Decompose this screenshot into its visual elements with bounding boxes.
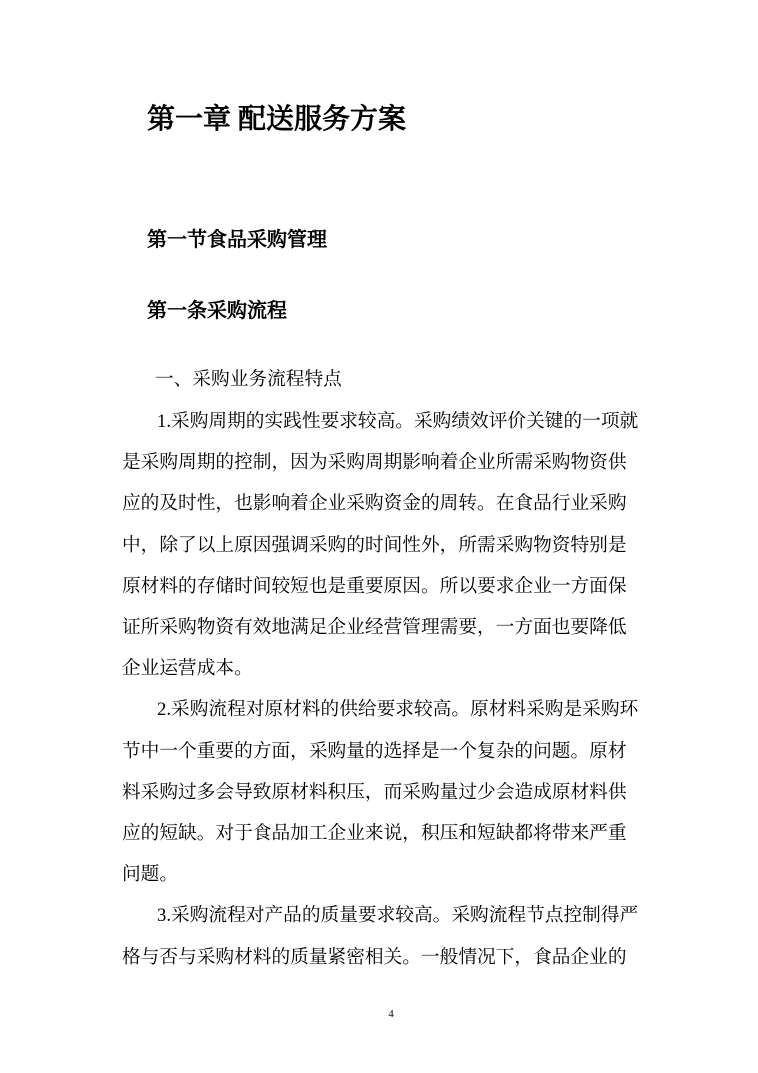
paragraph-line: 是采购周期的控制，因为采购周期影响着企业所需采购物资供: [122, 452, 627, 473]
chapter-title: 第一章 配送服务方案: [147, 104, 407, 135]
paragraph-line: 问题。: [122, 864, 179, 885]
paragraph-line: 证所采购物资有效地满足企业经营管理需要，一方面也要降低: [122, 617, 627, 638]
section-title: 第一节食品采购管理: [147, 229, 327, 251]
paragraph-line: 应的及时性，也影响着企业采购资金的周转。在食品行业采购: [122, 493, 627, 514]
paragraph-line: 格与否与采购材料的质量紧密相关。一般情况下，食品企业的: [122, 947, 627, 968]
page-number: 4: [388, 1008, 394, 1020]
paragraph-line: 原材料的存储时间较短也是重要原因。所以要求企业一方面保: [122, 576, 627, 597]
subheading: 一、采购业务流程特点: [155, 369, 342, 390]
paragraph-line: 企业运营成本。: [122, 658, 253, 679]
paragraph-line: 3.采购流程对产品的质量要求较高。采购流程节点控制得严: [157, 905, 639, 926]
paragraph-line: 应的短缺。对于食品加工企业来说，积压和短缺都将带来严重: [122, 823, 627, 844]
paragraph-line: 1.采购周期的实践性要求较高。采购绩效评价关键的一项就: [157, 411, 639, 432]
paragraph-line: 节中一个重要的方面，采购量的选择是一个复杂的问题。原材: [122, 741, 627, 762]
paragraph-line: 2.采购流程对原材料的供给要求较高。原材料采购是采购环: [157, 699, 639, 720]
paragraph-line: 中，除了以上原因强调采购的时间性外，所需采购物资特别是: [122, 535, 627, 556]
article-title: 第一条采购流程: [147, 300, 287, 322]
paragraph-line: 料采购过多会导致原材料积压，而采购量过少会造成原材料供: [122, 782, 627, 803]
